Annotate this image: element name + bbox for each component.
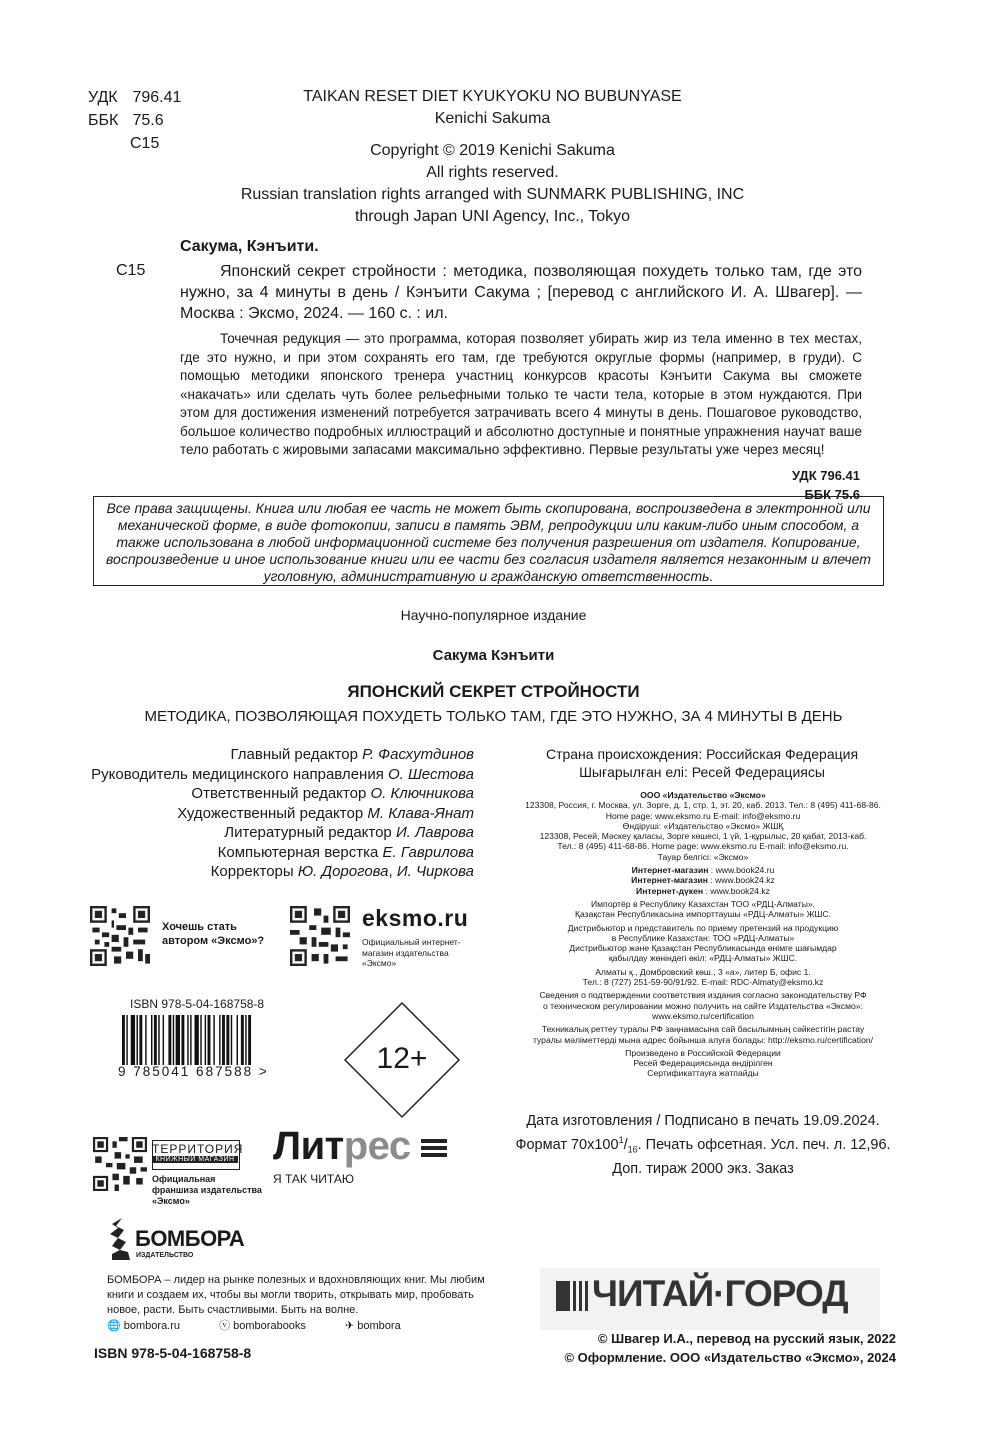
- barcode-number: 9 785041 687588 >: [118, 1064, 269, 1079]
- bombora-desc: БОМБОРА – лидер на рынке полезных и вдохновляющих книг. Мы любим книги и создаем их, чтобы вы могли творить, открывать мир, пробовать новое, расти. Быть счастливыми. Быть на волне.: [107, 1274, 485, 1316]
- publisher-name: ООО «Издательство «Эксмо»: [640, 790, 766, 800]
- book-author: Сакума Кэнъити: [432, 647, 555, 664]
- copyrights: [510, 1329, 896, 1367]
- original-copyright: Copyright © 2019 Kenichi Sakuma: [370, 142, 615, 159]
- qr-code-territory[interactable]: [93, 1137, 147, 1191]
- qr-code-author[interactable]: [90, 906, 150, 966]
- staff-row: Литературный редактор И. Лаврова: [224, 824, 474, 841]
- eksmo-desc: Официальный интернет-магазин издательства «Эксмо»: [362, 937, 461, 968]
- age-rating: 12+: [376, 1042, 428, 1075]
- bombora-sub: ИЗДАТЕЛЬСТВО: [136, 1252, 194, 1259]
- bombora-logo: БОМБОРА: [135, 1226, 245, 1251]
- print-info: [510, 1112, 896, 1179]
- print-date: Дата изготовления / Подписано в печать 19.09.2024.: [526, 1113, 880, 1129]
- chitai-gorod-logo: ЧИТАЙ·ГОРОД: [592, 1273, 848, 1314]
- print-format: Формат $70х100^1/_{16}$. Печать офсетная. Усл. печ. л. 12,96.: [515, 1135, 891, 1155]
- litres-bars-icon: [421, 1135, 447, 1161]
- copyright-design: © Оформление. ООО «Издательство «Эксмо», 2024: [564, 1350, 896, 1365]
- qr-code-eksmo[interactable]: [290, 906, 350, 966]
- territory-subtitle: КНИЖНЫЙ МАГАЗИН: [152, 1156, 238, 1163]
- importer: Импортёр в Республику Казахстан ТОО «РДЦ-Алматы». Қазақстан Республикасына импорттаушы «РДЦ-Алматы» ЖШС.: [574, 898, 831, 920]
- staff-list: [60, 745, 474, 882]
- agency: through Japan UNI Agency, Inc., Tokyo: [354, 208, 631, 225]
- social-vk[interactable]: ⓥ bomborabooks: [219, 1320, 306, 1332]
- card-udk: УДК 796.41: [792, 467, 860, 483]
- social-links: [107, 1317, 437, 1333]
- territory-desc: Официальная франшиза издательства «Эксмо»: [152, 1174, 262, 1206]
- eksmo-site[interactable]: eksmo.ru: [362, 905, 469, 931]
- publisher-block: ООО «Издательство «Эксмо» 123308, Россия, г. Москва, ул. Зорге, д. 1, стр. 1, эт. 20, каб. 2013. Тел.: 8 (495) 411-68-86. Home page: www.eksmo.ru E-mail: info@eksmo.ru Өндіруші: «Издательство «Эксмо» ЖШҚ 123308, Ресей, Мәскеу қаласы, Зорге көшесі, 1 үй, 1-құрылыс, 20 қабат, 2013-каб. Тел.: 8 (495) 411-68-86. Home page: www.eksmo.ru E-mail: info@eksmo.ru. Тауар белгісі: «Эксмо»: [525, 790, 881, 862]
- social-web[interactable]: 🌐 bombora.ru: [107, 1320, 181, 1332]
- certification: Сведения о подтверждении соответствия издания согласно законодательству РФ о техническом регулировании можно получить на сайте Издательства «Эксмо»: www.eksmo.ru/certification: [539, 990, 867, 1021]
- book-title: ЯПОНСКИЙ СЕКРЕТ СТРОЙНОСТИ: [347, 682, 640, 701]
- catalog-card: [116, 236, 862, 504]
- isbn-bottom: ISBN 978-5-04-168758-8: [94, 1345, 252, 1361]
- udk-line: УДК 796.41: [88, 89, 182, 106]
- original-edition-info: [200, 86, 785, 228]
- author-call: Хочешь стать автором «Эксмо»?: [162, 921, 265, 947]
- edition-type: Научно-популярное издание: [400, 607, 587, 623]
- chitai-gorod-icon: [556, 1281, 588, 1311]
- rights-notice: Все права защищены. Книга или любая ее часть не может быть скопирована, воспроизведена в электронной или механической форме, в виде фотокопии, записи в память ЭВМ, репродукции или каким-либо иным способом, а также использована в любой информационной системе без получения разрешения от издателя. Копирование, воспроизведение и иное использование книги или ее части без согласия издателя является незаконным и влечет уголовную, административную и гражданскую ответственность.: [93, 496, 884, 586]
- staff-row: Компьютерная верстка Е. Гаврилова: [217, 843, 474, 861]
- card-author: Сакума, Кэнъити.: [180, 238, 319, 255]
- card-bbk: ББК 75.6: [804, 486, 860, 502]
- distributor: Дистрибьютор и представитель по приему претензий на продукцию в Республике Казахстан: ТОО «РДЦ-Алматы» Дистрибьютор және Қазақстан Республикасында өнімге шағымдар қабылдау жөніндегі өкіл: «РДЦ-Алматы» ЖШС.: [567, 922, 839, 964]
- staff-row: Корректоры Ю. Дорогова, И. Чиркова: [210, 863, 474, 880]
- print-run: Доп. тираж 2000 экз. Заказ: [612, 1160, 794, 1177]
- publisher-info: [510, 790, 896, 1082]
- card-sign: С15: [116, 262, 146, 279]
- social-telegram[interactable]: ✈ bombora: [345, 1320, 401, 1332]
- copyright-translation: © Швагер И.А., перевод на русский язык, 2022: [597, 1331, 896, 1346]
- bombora-logo-icon: [108, 1216, 134, 1264]
- origin-ru: Страна происхождения: Российская Федерация: [545, 746, 859, 762]
- bbk-line: ББК 75.6: [88, 112, 164, 129]
- card-bibliography: Японский секрет стройности : методика, позволяющая похудеть только там, где это нужно, за 4 минуты в день / Кэнъити Сакума ; [перевод с английского И. А. Швагер]. — Москва : Эксмо, 2024. — 160 с. : ил.: [180, 263, 862, 322]
- author-sign: С15: [130, 135, 160, 152]
- barcode: [118, 1015, 290, 1065]
- original-title: TAIKAN RESET DIET KYUKYOKU NO BUBUNYASE: [303, 88, 682, 105]
- origin-kz: Шығарылған елі: Ресей Федерациясы: [579, 764, 825, 780]
- staff-row: Художественный редактор М. Клава-Янат: [177, 804, 474, 822]
- staff-row: Ответственный редактор О. Ключникова: [191, 785, 474, 802]
- original-author: Kenichi Sakuma: [434, 110, 551, 127]
- country-of-origin: [512, 745, 892, 781]
- staff-row: Руководитель медицинского направления О. Шестова: [91, 765, 474, 783]
- staff-row: Главный редактор Р. Фасхутдинов: [230, 746, 474, 763]
- classification-codes: [88, 86, 181, 155]
- certification-kz: Техникалық реттеу туралы РФ заңнамасына сай басылымның сәйкестігін растау туралы мәліметтерді мына адрес бойынша алуға болады: http://eksmo.ru/certification/: [532, 1024, 874, 1045]
- translation-rights: Russian translation rights arranged with SUNMARK PUBLISHING, INC: [240, 186, 745, 203]
- original-rights: All rights reserved.: [426, 164, 559, 181]
- book-subtitle: МЕТОДИКА, ПОЗВОЛЯЮЩАЯ ПОХУДЕТЬ ТОЛЬКО ТАМ, ГДЕ ЭТО НУЖНО, ЗА 4 МИНУТЫ В ДЕНЬ: [144, 708, 843, 725]
- made-in: Произведено в Российской Федерации Ресей Федерациясында өндірілген Сертификаттауға жатпайды: [625, 1047, 781, 1079]
- isbn-barcode-label: ISBN 978-5-04-168758-8: [130, 997, 265, 1011]
- territory-title: ТЕРРИТОРИЯ: [152, 1142, 244, 1156]
- litres-logo: Литрес: [273, 1124, 447, 1169]
- litres-slogan: Я ТАК ЧИТАЮ: [273, 1172, 354, 1186]
- card-annotation: Точечная редукция — это программа, которая позволяет убирать жир из тела именно в тех местах, где это нужно, и при этом сохранять его там, где требуются округлые формы (например, в груди). С помощью методики японского тренера участниц конкурсов красоты Кэнъити Сакума вы сможете «накачать» или сделать чуть более рельефными только те части тела, которые в этом нуждаются. При этом для достижения изменений потребуется затрачивать всего 4 минуты в день. Пошаговое руководство, большое количество подробных иллюстраций и абсолютно доступные и понятные упражнения научат ваше тело работать с жировыми запасами максимально эффективно. Первые результаты уже через месяц!: [180, 331, 862, 457]
- online-shops: Интернет-магазин : www.book24.ru Интернет-магазин : www.book24.kz Интернет-дүкен : www.book24.kz: [631, 865, 775, 896]
- almaty-office: Алматы қ., Домбровский көш., 3 «а», литер Б, офис 1. Тел.: 8 (727) 251-59-90/91/92. E-mail: RDC-Almaty@eksmo.kz: [582, 966, 824, 988]
